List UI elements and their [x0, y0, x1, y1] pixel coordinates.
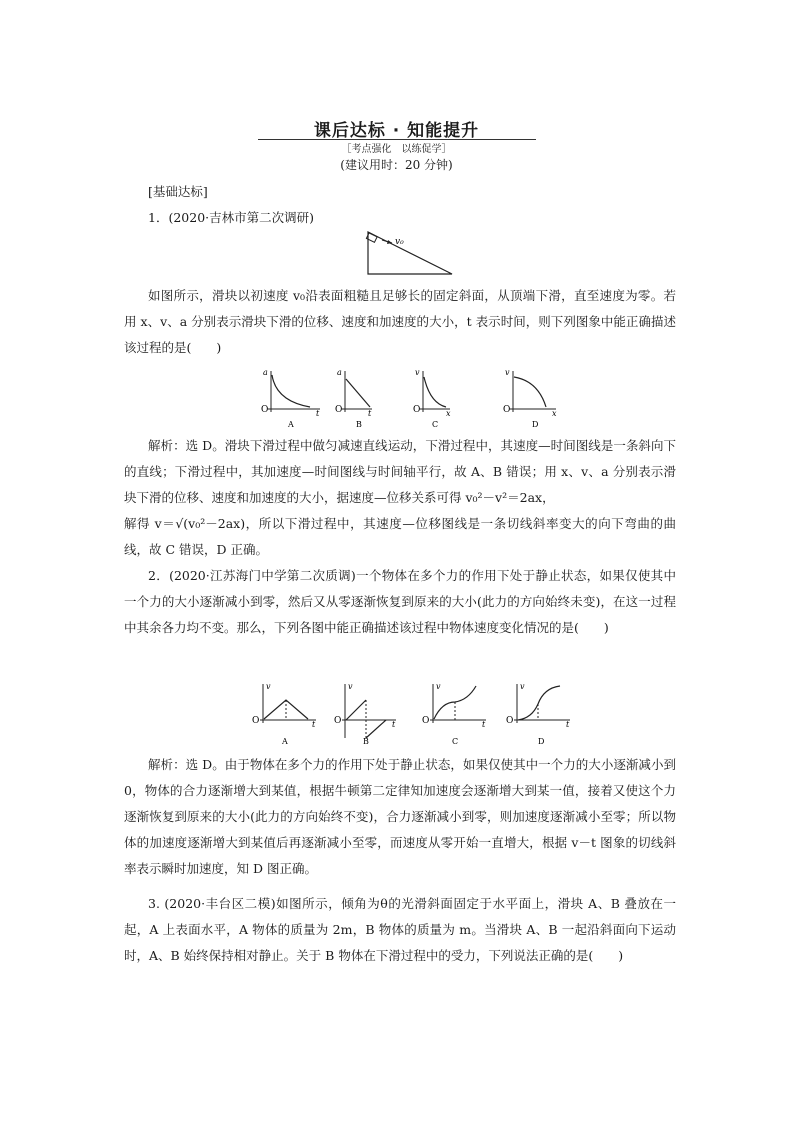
q1-answer-graphs: [0, 365, 793, 435]
q1-a-origin: O: [261, 405, 269, 415]
q2-graph-b: [334, 682, 396, 746]
q1-a-ylabel: a: [263, 368, 268, 377]
q1-graph-d: [503, 368, 557, 429]
q2-graph-d: [506, 682, 570, 746]
q1-c-option: C: [432, 420, 439, 429]
q1-a-option: A: [288, 420, 294, 429]
q1-incline-figure: [0, 228, 793, 278]
q2-b-ylabel: v: [348, 682, 353, 691]
q1-analysis-part2: 解得 v＝√(v₀²－2ax)，所以下滑过程中，其速度—位移图线是一条切线斜率变大的向下弯曲的曲线，故 C 错误，D 正确。: [124, 516, 676, 557]
q1-d-option: D: [532, 420, 539, 429]
page-subtitle: ［考点强化 以练促学］: [341, 144, 452, 155]
q2-d-origin: O: [506, 716, 514, 726]
q1-c-ylabel: v: [415, 368, 420, 377]
q2-c-xlabel: t: [482, 720, 486, 729]
q1-graph-b: [335, 368, 372, 429]
q2-c-origin: O: [422, 716, 430, 726]
q1-b-xlabel: t: [368, 409, 372, 418]
q2-graph-a: [252, 682, 316, 746]
q1-a-xlabel: t: [316, 409, 320, 418]
q1-stem: 如图所示，滑块以初速度 v₀沿表面粗糙且足够长的固定斜面，从顶端下滑，直至速度为零。若用 x、v、a 分别表示滑块下滑的位移、速度和加速度的大小，t 表示时间，则下列图象中能正确描述该过程的是( ): [124, 288, 676, 355]
q2-graph-c: [422, 682, 486, 746]
q2-stem: 2．(2020·江苏海门中学第二次质调)一个物体在多个力的作用下处于静止状态，如果仅使其中一个力的大小逐渐减小到零，然后又从零逐渐恢复到原来的大小(此力的方向始终未变)，在这一过程中其余各力均不变。那么，下列各图中能正确描述该过程中物体速度变化情况的是( ): [124, 568, 676, 635]
q2-analysis: 解析：选 D。由于物体在多个力的作用下处于静止状态，如果仅使其中一个力的大小逐渐减小到 0，物体的合力逐渐增大到某值，根据牛顿第二定律知加速度会逐渐增大到某一值，接着又使这个力逐渐恢复到原来的大小(此力的方向始终不变)，合力逐渐减小到零，则加速度逐渐减小至零；所以物体的加速度逐渐增大到某值后再逐渐减小至零，而速度从零开始一直增大，根据 v－t 图象的切线斜率表示瞬时加速度，知 D 图正确。: [124, 757, 676, 876]
q1-incline-label: v₀: [395, 237, 404, 247]
page-title: 课后达标 · 知能提升: [313, 121, 480, 141]
q2-b-origin: O: [334, 716, 342, 726]
q1-c-xlabel: x: [446, 409, 451, 418]
q2-c-option: C: [452, 737, 459, 746]
q2-b-xlabel: t: [392, 720, 396, 729]
q2-d-option: D: [538, 737, 545, 746]
q1-heading: 1．(2020·吉林市第二次调研): [148, 210, 314, 225]
q1-graph-c: [413, 368, 451, 429]
q1-c-origin: O: [413, 405, 421, 415]
q2-c-ylabel: v: [436, 682, 441, 691]
q2-d-xlabel: t: [566, 720, 570, 729]
q1-b-option: B: [356, 420, 362, 429]
q1-b-ylabel: a: [337, 368, 342, 377]
q3-stem: 3. (2020·丰台区二模)如图所示，倾角为θ的光滑斜面固定于水平面上，滑块 A、B 叠放在一起，A 上表面水平，A 物体的质量为 2m，B 物体的质量为 m。当滑块 A、B 一起沿斜面向下运动时，A、B 始终保持相对静止。关于 B 物体在下滑过程中的受力，下列说法正确的是( ): [124, 896, 676, 963]
q1-graph-a: [261, 368, 320, 429]
suggested-time: (建议用时：20 分钟): [340, 158, 453, 172]
q2-a-ylabel: v: [266, 682, 271, 691]
q2-d-ylabel: v: [520, 682, 525, 691]
q1-analysis-part1: 解析：选 D。滑块下滑过程中做匀减速直线运动，下滑过程中，其速度—时间图线是一条斜向下的直线；下滑过程中，其加速度—时间图线与时间轴平行，故 A、B 错误；用 x、v、a 分别表示滑块下滑的位移、速度和加速度的大小，据速度—位移关系可得 v₀²－v²＝2ax，: [124, 438, 676, 505]
q2-a-option: A: [282, 737, 288, 746]
q2-b-option: B: [363, 737, 369, 746]
q2-a-origin: O: [252, 716, 260, 726]
q2-answer-graphs: [0, 680, 793, 750]
q1-d-origin: O: [503, 405, 511, 415]
q2-a-xlabel: t: [312, 720, 316, 729]
q1-d-xlabel: x: [552, 409, 557, 418]
q1-b-origin: O: [335, 405, 343, 415]
section-heading: [基础达标]: [148, 184, 208, 199]
q1-d-ylabel: v: [505, 368, 510, 377]
